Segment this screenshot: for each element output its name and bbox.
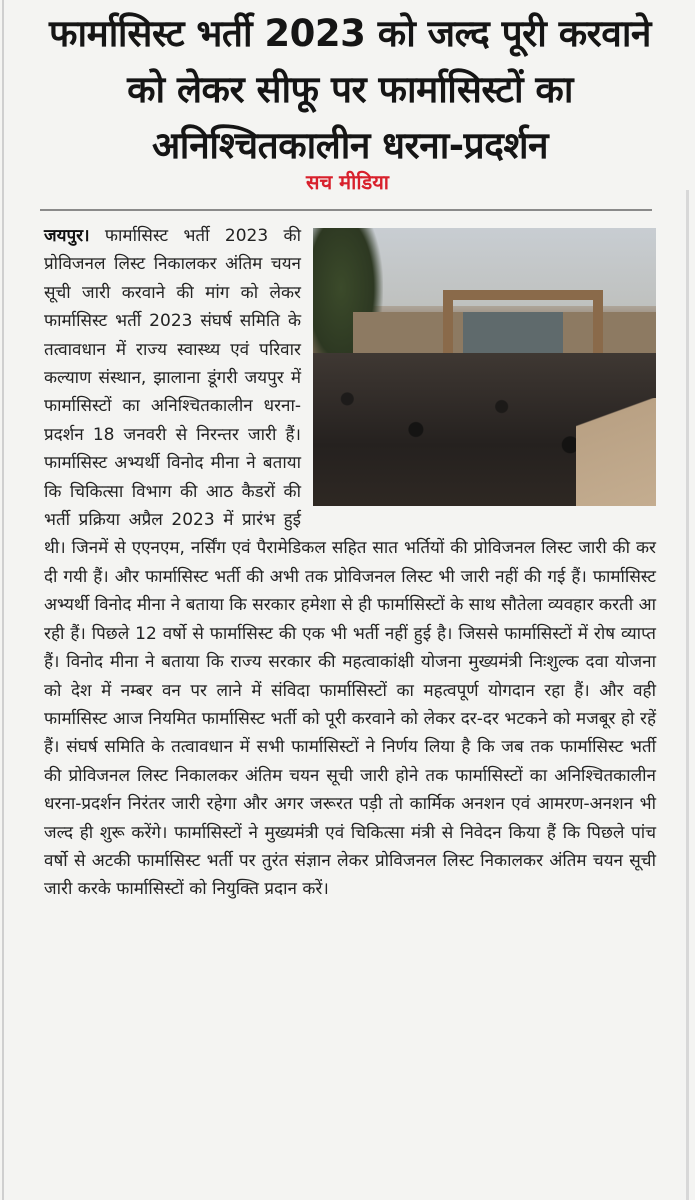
- headline: फार्मासिस्ट भर्ती 2023 को जल्द पूरी करवाने को लेकर सीफू पर फार्मासिस्टों का अनिश्चितकालीन धरना-प्रदर्शन: [49, 12, 651, 167]
- dateline: जयपुर।: [44, 226, 90, 246]
- article-body: [44, 222, 656, 904]
- article-text: फार्मासिस्ट भर्ती 2023 की प्रोविजनल लिस्ट निकालकर अंतिम चयन सूची जारी करवाने की मांग को लेकर फार्मासिस्ट भर्ती 2023 संघर्ष समिति के तत्वावधान में राज्य स्वास्थ्य एवं परिवार कल्याण संस्थान, झालाना डूंगरी जयपुर में फार्मासिस्टों का अनिश्चितकालीन धरना-प्रदर्शन 18 जनवरी से निरन्तर जारी हैं। फार्मासिस्ट अभ्यर्थी विनोद मीना ने बताया कि चिकित्सा विभाग की आठ कैडरों की भर्ती प्रक्रिया अप्रैल 2023 में प्रारंभ हुई थी। जिनमें से एएनएम, नर्सिंग एवं पैरामेडिकल सहित सात भर्तियों की प्रोविजनल लिस्ट जारी की कर दी गयी हैं। और फार्मासिस्ट भर्ती की अभी तक प्रोविजनल लिस्ट भी जारी नहीं की गई हैं। फार्मासिस्ट अभ्यर्थी विनोद मीना ने बताया कि सरकार हमेशा से ही फार्मासिस्टों के साथ सौतेला व्यवहार करती आ रही हैं। पिछले 12 वर्षो से फार्मासिस्ट की एक भी भर्ती नहीं हुई है। जिससे फार्मासिस्टों में रोष व्याप्त हैं। विनोद मीना ने बताया कि राज्य सरकार की महत्वाकांक्षी योजना मुख्यमंत्री निःशुल्क दवा योजना को देश में नम्बर वन पर लाने में संविदा फार्मासिस्टों का महत्वपूर्ण योगदान रहा हैं। और वही फार्मासिस्ट आज नियमित फार्मासिस्ट भर्ती को पूरी करवाने को लेकर दर-दर भटकने को मजबूर हो रहें हैं। संघर्ष समिति के तत्वावधान में सभी फार्मासिस्टों ने निर्णय लिया है कि जब तक फार्मासिस्ट भर्ती की प्रोविजनल लिस्ट निकालकर अंतिम चयन सूची जारी होने तक फार्मासिस्टों का अनिश्चितकालीन धरना-प्रदर्शन निरंतर जारी रहेगा और अगर जरूरत पड़ी तो कार्मिक अनशन एवं आमरण-अनशन भी जल्द ही शुरू करेंगे। फार्मासिस्टों ने मुख्यमंत्री एवं चिकित्सा मंत्री से निवेदन किया हैं कि पिछले पांच वर्षो से अटकी फार्मासिस्ट भर्ती पर तुरंत संज्ञान लेकर प्रोविजनल लिस्ट निकालकर अंतिम चयन सूची जारी करके फार्मासिस्टों को नियुक्ति प्रदान करें।: [44, 226, 656, 900]
- protest-crowd-photo: [313, 228, 656, 506]
- divider-rule: [40, 209, 652, 211]
- photo-ground: [576, 398, 656, 506]
- adjacent-column-edge: [686, 190, 689, 1200]
- byline: सच मीडिया: [306, 170, 389, 194]
